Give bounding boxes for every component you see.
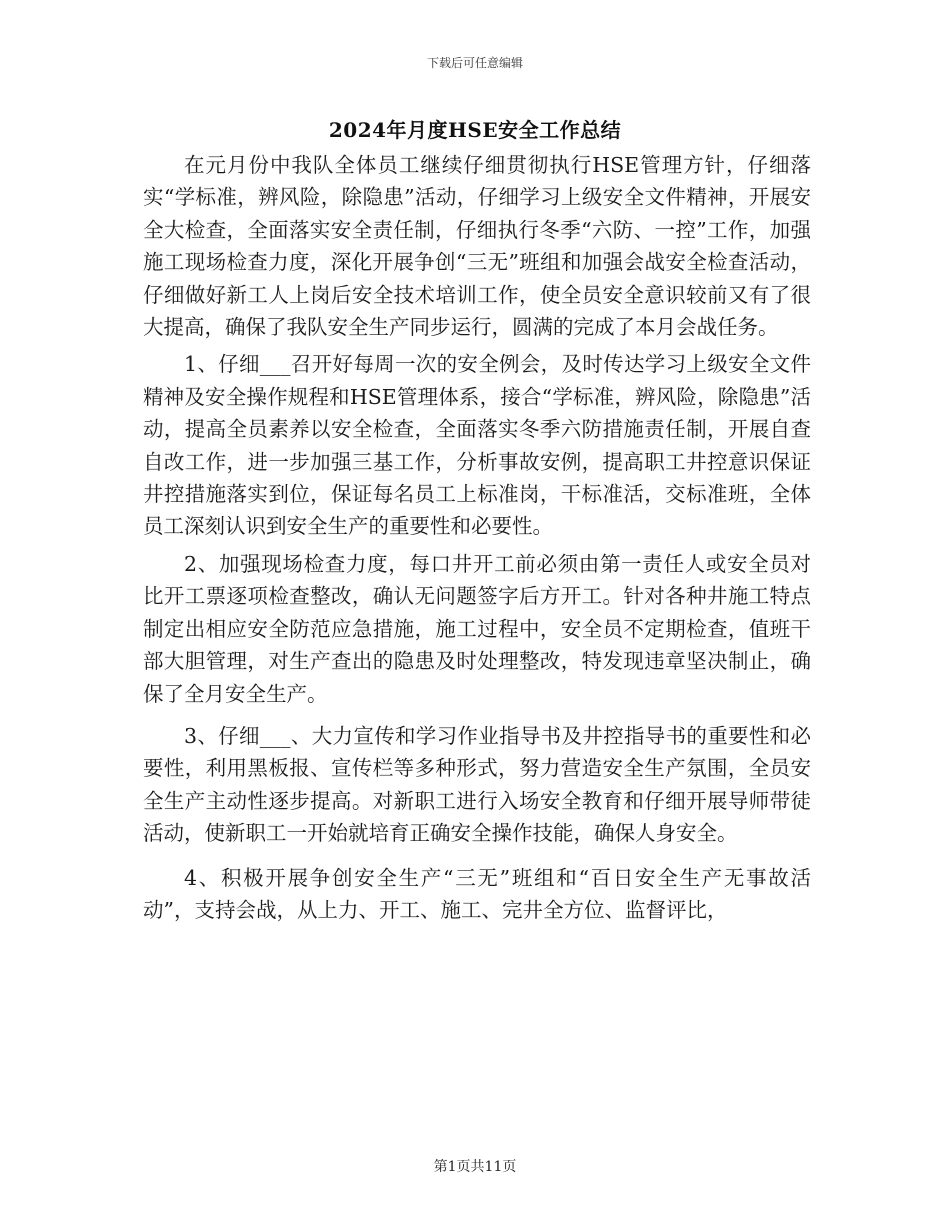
document-body: [143, 149, 811, 1109]
header-note: 下载后可任意编辑: [426, 56, 523, 70]
document-title: 2024年月度HSE安全工作总结: [328, 118, 622, 142]
paragraph-item-1: 1、仔细___召开好每周一次的安全例会，及时传达学习上级安全文件精神及安全操作规程和HSE管理体系，接合“学标准，辨风险，除隐患”活动，提高全员素养以安全检查，全面落实冬季六防措施责任制，开展自查自改工作，进一步加强三基工作，分析事故安例，提高职工井控意识保证井控措施落实到位，保证每名员工上标准岗，干标准活，交标准班，全体员工深刻认识到安全生产的重要性和必要性。: [143, 352, 811, 539]
paragraph-item-2: 2、加强现场检查力度，每口井开工前必须由第一责任人或安全员对比开工票逐项检查整改，确认无问题签字后方开工。针对各种井施工特点制定出相应安全防范应急措施，施工过程中，安全员不定期检查，值班干部大胆管理，对生产查出的隐患及时处理整改，特发现违章坚决制止，确保了全月安全生产。: [143, 551, 811, 706]
paragraph-item-3: 3、仔细___、大力宣传和学习作业指导书及井控指导书的重要性和必要性，利用黑板报、宣传栏等多种形式，努力营造安全生产氛围，全员安全生产主动性逐步提高。对新职工进行入场安全教育和仔细开展导师带徒活动，使新职工一开始就培育正确安全操作技能，确保人身安全。: [143, 723, 811, 846]
paragraph-item-4: 4、积极开展争创安全生产“三无”班组和“百日安全生产无事故活动”，支持会战，从上力、开工、施工、完井全方位、监督评比，: [143, 865, 811, 922]
paragraph-intro: 在元月份中我队全体员工继续仔细贯彻执行HSE管理方针，仔细落实“学标准，辨风险，除隐患”活动，仔细学习上级安全文件精神，开展安全大检查，全面落实安全责任制，仔细执行冬季“六防、一控”工作，加强施工现场检查力度，深化开展争创“三无”班组和加强会战安全检查活动，仔细做好新工人上岗后安全技术培训工作，使全员安全意识较前又有了很大提高，确保了我队安全生产同步运行，圆满的完成了本月会战任务。: [143, 153, 811, 340]
page-indicator: 第1页共11页: [433, 1159, 517, 1175]
